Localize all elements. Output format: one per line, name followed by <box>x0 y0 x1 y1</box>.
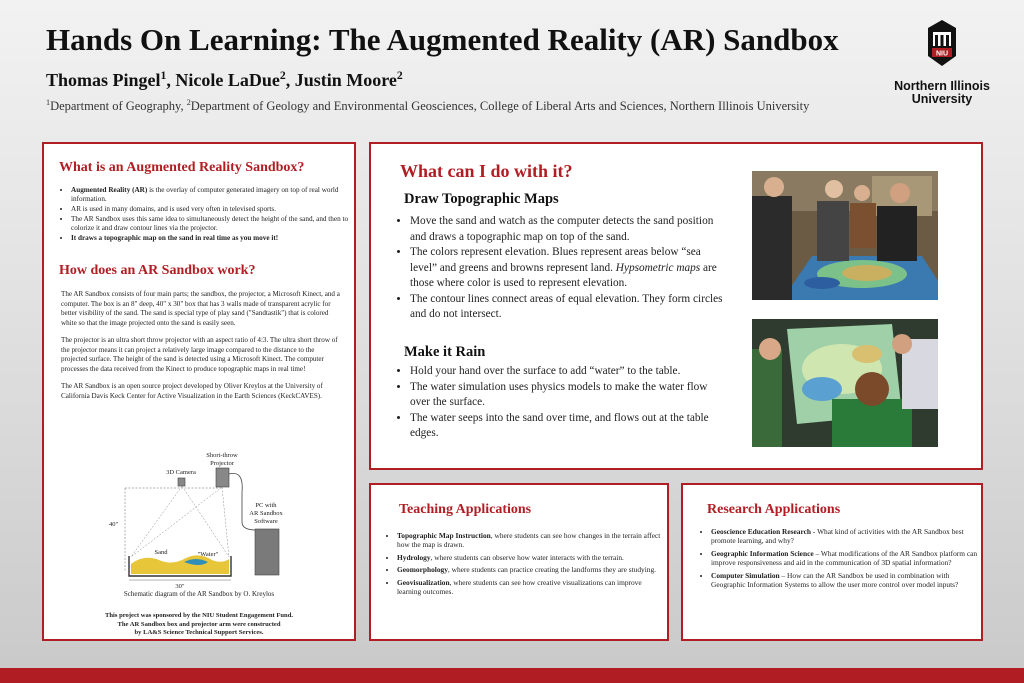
teaching-item: • Hydrology, where students can observe how water interacts with the terrain. <box>397 553 667 562</box>
sponsor-line-3: by LA&S Science Technical Support Services. <box>134 629 264 636</box>
heading-how-works: How does an AR Sandbox work? <box>59 263 256 278</box>
author-3: , Justin Moore <box>285 70 397 90</box>
what-is-item: • It draws a topographic map on the sand in real time as you move it! <box>71 234 349 243</box>
heading-what-is: What is an Augmented Reality Sandbox? <box>59 160 305 175</box>
label-camera: 3D Camera <box>166 469 196 476</box>
make-rain-list <box>398 364 726 442</box>
panel-research <box>681 483 983 641</box>
projector-icon <box>216 468 229 487</box>
how-works-para-2: The projector is an ultra short throw projector with an aspect ratio of 4:3. The ultra short throw of the projector means it can project a relatively large image compared to the distance to the projected surface. The height of the sand is detected using a Microsoft Kinect. The computer processes the data received from the Kinect to produce topographic maps in real time! <box>61 336 338 373</box>
label-projector-2: Projector <box>210 460 234 467</box>
research-list <box>699 527 981 592</box>
label-pc-2: AR Sandbox <box>249 510 283 517</box>
make-rain-item: • Hold your hand over the surface to add “water” to the table. <box>410 364 726 380</box>
author-1-affil: 1 <box>160 69 167 82</box>
how-works-para-1: The AR Sandbox consists of four main parts; the sandbox, the projector, a Microsoft Kinect, and a computer. The box is an 8" deep, 40" x 30" box that has 3 walls made of transparent acrylic for better visibility of the sand. The sand is special type of play sand ("Sandtastik") that is colored white so that the image projected onto the sand is easily seen. <box>61 290 340 327</box>
draw-maps-item: • The colors represent elevation. Blues represent areas below “sea level” and greens and browns represent land. Hypsometric maps are those where color is used to represent elevation. <box>410 245 726 292</box>
draw-maps-item: • Move the sand and watch as the computer detects the sand position and draws a topographic map on top of the sand. <box>410 214 726 245</box>
diagram-caption: Schematic diagram of the AR Sandbox by O. Kreylos <box>123 590 275 598</box>
affil-sup-2: 2 <box>186 98 191 107</box>
draw-maps-list <box>398 214 726 323</box>
heading-research: Research Applications <box>707 502 841 517</box>
make-rain-item: • The water seeps into the sand over time, and flows out at the table edges. <box>410 411 726 442</box>
label-width: 30" <box>175 583 185 590</box>
what-is-list <box>59 186 349 243</box>
teaching-item: • Topographic Map Instruction, where students can see how changes in the terrain affect how the map is drawn. <box>397 531 667 550</box>
panel-what-can-do <box>369 142 983 470</box>
sponsor-line-2: The AR Sandbox box and projector arm were constructed <box>117 620 281 628</box>
teaching-item: • Geomorphology, where students can practice creating the landforms they are studying. <box>397 565 667 574</box>
sand-shape <box>131 555 229 574</box>
affiliations <box>46 98 809 114</box>
sponsor-line-1: This project was sponsored by the NIU Student Engagement Fund. <box>104 612 294 619</box>
how-works-body <box>61 290 341 409</box>
what-is-item: • Augmented Reality (AR) is the overlay of computer generated imagery on top of real world information. <box>71 186 349 204</box>
affil-sup-1: 1 <box>46 98 51 107</box>
niu-logo <box>884 18 1000 106</box>
make-rain-item: • The water simulation uses physics models to make the water flow over the surface. <box>410 380 726 411</box>
sandbox-schematic <box>104 452 300 597</box>
research-item: • Geographic Information Science – What modifications of the AR Sandbox platform can improve responsiveness and aid in the communication of 3D spatial information? <box>711 549 981 568</box>
research-item: • Computer Simulation – How can the AR Sandbox be used in combination with Geographic Information Systems to allow the user more control over model inputs? <box>711 571 981 590</box>
label-height: 40" <box>109 521 119 528</box>
pc-icon <box>255 529 279 575</box>
teaching-item: • Geovisualization, where students can see how creative visualizations can improve learning outcomes. <box>397 578 667 597</box>
niu-seal-icon <box>924 18 960 68</box>
photo-students-sandbox <box>752 171 938 300</box>
author-1: Thomas Pingel <box>46 70 161 90</box>
subheading-make-rain: Make it Rain <box>404 344 486 360</box>
what-is-item: • AR is used in many domains, and is used very often in televised sports. <box>71 205 349 214</box>
subheading-draw-maps: Draw Topographic Maps <box>404 191 559 207</box>
footer-bar <box>0 668 1024 683</box>
author-2-affil: 2 <box>279 69 286 82</box>
what-is-item: • The AR Sandbox uses this same idea to simultaneously detect the height of the sand, and then to colorize it and draw contour lines via the projector. <box>71 215 349 233</box>
logo-line-1: Northern Illinois <box>894 79 990 93</box>
label-water: "Water" <box>197 551 219 558</box>
author-2: , Nicole LaDue <box>166 70 280 90</box>
seal-text: NIU <box>935 50 949 58</box>
heading-what-can-do: What can I do with it? <box>400 161 573 181</box>
label-projector-1: Short-throw <box>206 452 238 459</box>
draw-maps-item: • The contour lines connect areas of equal elevation. They form circles and do not intersect. <box>410 292 726 323</box>
heading-teaching: Teaching Applications <box>399 502 532 517</box>
how-works-para-3: The AR Sandbox is an open source project developed by Oliver Kreylos at the University of California Davis Keck Center for Active Visualization in the Earth Sciences (KeckCAVES). <box>61 382 323 400</box>
affil-2: Department of Geology and Environmental Geosciences, College of Liberal Arts and Sciences, Northern Illinois University <box>190 99 810 114</box>
photo-children-sandbox <box>752 319 938 447</box>
research-item: • Geoscience Education Research - What kind of activities with the AR Sandbox best promote learning, and why? <box>711 527 981 546</box>
poster-title: Hands On Learning: The Augmented Reality (AR) Sandbox <box>46 22 839 57</box>
affil-1: Department of Geography, <box>50 99 187 114</box>
label-sand: Sand <box>154 549 168 556</box>
label-pc-3: Software <box>254 518 278 525</box>
camera-icon <box>178 478 185 486</box>
sponsor-note <box>44 612 354 638</box>
author-3-affil: 2 <box>396 69 403 82</box>
cable <box>229 473 256 530</box>
teaching-list <box>385 531 667 599</box>
panel-teaching <box>369 483 669 641</box>
label-pc-1: PC with <box>255 502 277 509</box>
logo-line-2: University <box>911 92 973 106</box>
author-line <box>46 69 403 91</box>
